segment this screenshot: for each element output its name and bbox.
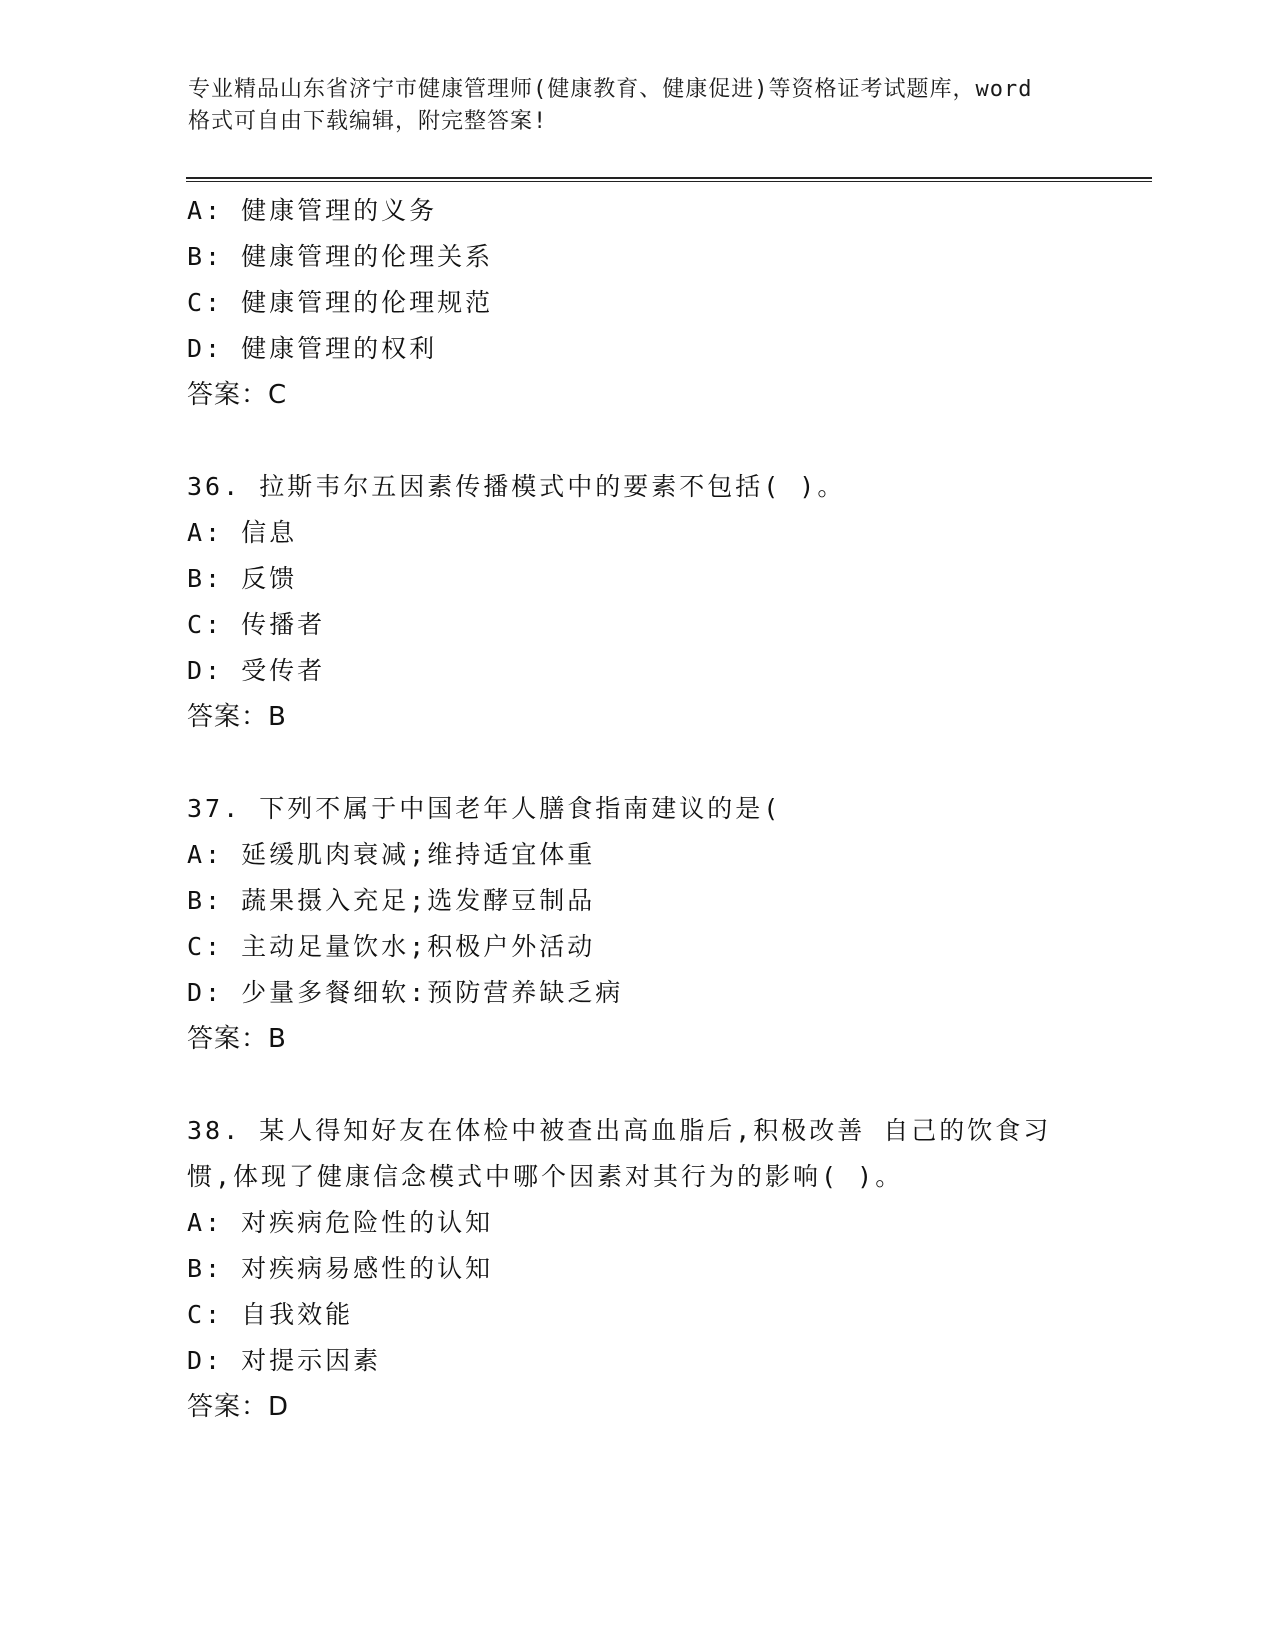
option-d: D: 对提示因素 [187,1346,382,1375]
question-block-35 [187,188,1147,418]
answer-label: 答案：B [187,1024,287,1054]
page-header [188,74,1088,138]
spacer [187,1062,1147,1108]
option-a: A: 信息 [187,518,298,547]
answer-label: 答案：D [187,1392,290,1422]
option-c: C: 自我效能 [187,1300,354,1329]
question-block-37 [187,786,1147,1062]
option-b: B: 健康管理的伦理关系 [187,242,494,271]
option-a: A: 健康管理的义务 [187,196,438,225]
question-text: 37. 下列不属于中国老年人膳食指南建议的是( [187,794,782,823]
question-text-line-2: 惯,体现了健康信念模式中哪个因素对其行为的影响( )。 [187,1162,904,1191]
header-line-1: 专业精品山东省济宁市健康管理师(健康教育、健康促进)等资格证考试题库，word [188,77,1033,102]
option-c: C: 健康管理的伦理规范 [187,288,494,317]
option-c: C: 主动足量饮水;积极户外活动 [187,932,596,961]
option-a: A: 对疾病危险性的认知 [187,1208,494,1237]
option-b: B: 蔬果摄入充足;选发酵豆制品 [187,886,596,915]
question-list [187,188,1147,1430]
spacer [187,740,1147,786]
answer-label: 答案：C [187,380,288,410]
option-b: B: 反馈 [187,564,298,593]
header-line-2: 格式可自由下载编辑，附完整答案! [188,109,548,134]
option-d: D: 健康管理的权利 [187,334,438,363]
question-block-38 [187,1108,1147,1430]
question-text: 36. 拉斯韦尔五因素传播模式中的要素不包括( )。 [187,472,846,501]
option-d: D: 少量多餐细软:预防营养缺乏病 [187,978,624,1007]
option-c: C: 传播者 [187,610,326,639]
header-divider [186,177,1152,182]
spacer [187,418,1147,464]
question-text-line-1: 38. 某人得知好友在体检中被查出高血脂后,积极改善 自己的饮食习 [187,1116,1052,1145]
option-a: A: 延缓肌肉衰减;维持适宜体重 [187,840,596,869]
question-block-36 [187,464,1147,740]
option-b: B: 对疾病易感性的认知 [187,1254,494,1283]
answer-label: 答案：B [187,702,287,732]
option-d: D: 受传者 [187,656,326,685]
